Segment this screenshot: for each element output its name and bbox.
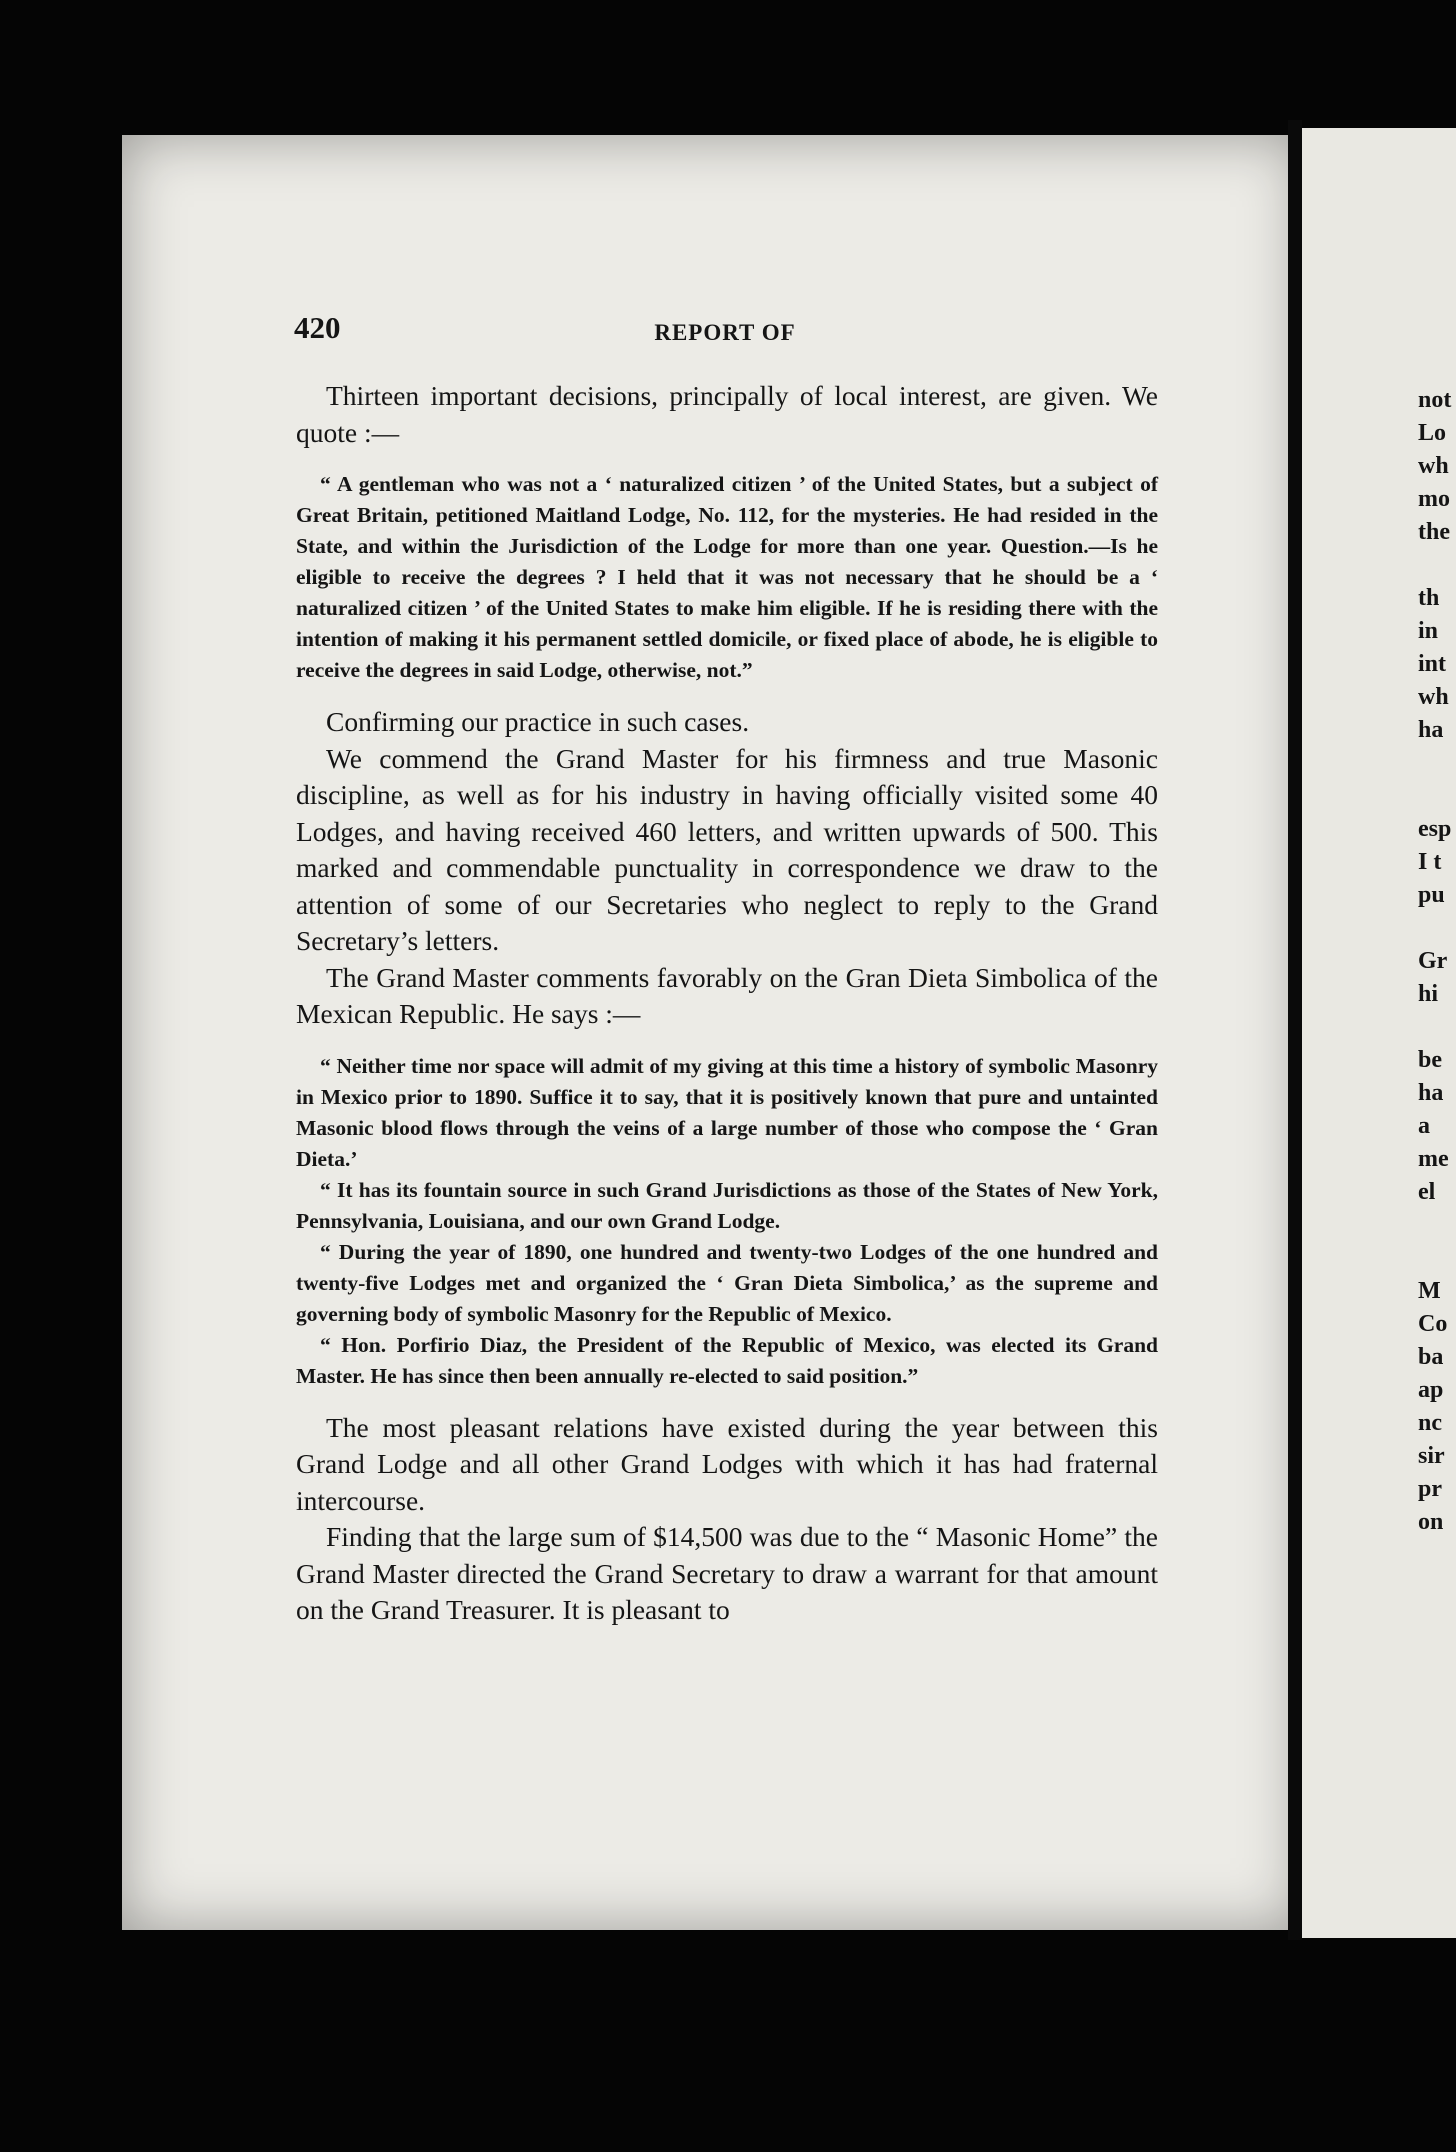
facing-page-fragment xyxy=(1418,747,1456,780)
facing-page-fragment: nc xyxy=(1418,1410,1442,1436)
facing-page-fragment xyxy=(1418,1242,1456,1275)
facing-page-fragment: el xyxy=(1418,1179,1436,1205)
facing-page-fragment: M xyxy=(1418,1278,1441,1304)
body-paragraph: We commend the Grand Master for his firmness and true Masonic discipline, as well as for his industry in having officially visited some 40 Lodges, and having received 460 letters, and written upwards of 500. This marked and commendable punctuality in correspondence we draw to the attention of some of our Secretaries who neglect to reply to the Grand Secretary’s letters. xyxy=(296,742,1158,956)
facing-page-fragment: pr xyxy=(1418,1476,1442,1502)
facing-page-fragment xyxy=(1418,549,1456,582)
facing-page-fragment: ap xyxy=(1418,1377,1444,1403)
facing-page-fragment xyxy=(1418,912,1456,945)
facing-page-text xyxy=(1418,384,1456,1539)
facing-page-fragment: hi xyxy=(1418,981,1439,1007)
facing-page-fragment xyxy=(1418,1209,1456,1242)
facing-page-fragment: the xyxy=(1418,519,1450,545)
body-paragraph: The most pleasant relations have existed during the year between this Grand Lodge and all other Grand Lodges with which it has had fraternal intercourse. xyxy=(296,1411,1158,1516)
facing-page-fragment xyxy=(1418,780,1456,813)
facing-page-fragment: esp xyxy=(1418,816,1452,842)
facing-page-fragment: int xyxy=(1418,651,1447,677)
facing-page-fragment: Co xyxy=(1418,1311,1448,1337)
facing-page-fragment: Gr xyxy=(1418,948,1448,974)
facing-page-fragment: ba xyxy=(1418,1344,1444,1370)
page-body xyxy=(296,378,1158,1629)
body-paragraph: Finding that the large sum of $14,500 was due to the “ Masonic Home” the Grand Master directed the Grand Secretary to draw a warrant for that amount on the Grand Treasurer. It is pleasant to xyxy=(296,1521,1158,1625)
running-head: REPORT OF xyxy=(654,320,796,345)
facing-page-fragment: on xyxy=(1418,1509,1444,1535)
facing-page-fragment: be xyxy=(1418,1047,1442,1073)
facing-page-fragment: mo xyxy=(1418,486,1450,512)
facing-page-fragment: ha xyxy=(1418,717,1444,743)
quoted-paragraph: “ Hon. Porfirio Diaz, the President of the Republic of Mexico, was elected its Grand Master. He has since then been annually re-elected to said position.” xyxy=(296,1332,1158,1388)
body-paragraph: Thirteen important decisions, principally of local interest, are given. We quote :— xyxy=(296,380,1158,448)
facing-page-fragment: not xyxy=(1418,387,1452,413)
quoted-paragraph: “ Neither time nor space will admit of my giving at this time a history of symbolic Masonry in Mexico prior to 1890. Suffice it to say, that it is positively known that pure and untainted Masonic blood flows through the veins of a large number of those who compose the ‘ Gran Dieta.’ xyxy=(296,1053,1158,1171)
facing-page-fragment: me xyxy=(1418,1146,1449,1172)
facing-page-fragment xyxy=(1418,1011,1456,1044)
facing-page-fragment: Lo xyxy=(1418,420,1447,446)
facing-page-fragment: th xyxy=(1418,585,1440,611)
facing-page-fragment: pu xyxy=(1418,882,1445,908)
body-paragraph: The Grand Master comments favorably on the Gran Dieta Simbolica of the Mexican Republic. He says :— xyxy=(296,961,1158,1029)
facing-page-fragment: ha xyxy=(1418,1080,1444,1106)
page-gutter xyxy=(1288,120,1302,1940)
quoted-paragraph: “ It has its fountain source in such Grand Jurisdictions as those of the States of New York, Pennsylvania, Louisiana, and our own Grand Lodge. xyxy=(296,1177,1158,1233)
quoted-paragraph: “ A gentleman who was not a ‘ naturalized citizen ’ of the United States, but a subject of Great Britain, petitioned Maitland Lodge, No. 112, for the mysteries. He had resided in the State, and within the Jurisdiction of the Lodge for more than one year. Question.—Is he eligible to receive the degrees ? I held that it was not necessary that he should be a ‘ naturalized citizen ’ of the United States to make him eligible. If he is residing there with the intention of making it his permanent settled domicile, or fixed place of abode, he is eligible to receive the degrees in said Lodge, otherwise, not.” xyxy=(296,472,1158,682)
facing-page-fragment: a xyxy=(1418,1113,1430,1139)
body-paragraph: Confirming our practice in such cases. xyxy=(326,706,750,737)
facing-page-fragment: sir xyxy=(1418,1443,1445,1469)
facing-page-fragment: in xyxy=(1418,618,1439,644)
quoted-paragraph: “ During the year of 1890, one hundred and twenty-two Lodges of the one hundred and twenty-five Lodges met and organized the ‘ Gran Dieta Simbolica,’ as the supreme and governing body of symbolic Masonry for the Republic of Mexico. xyxy=(296,1239,1158,1326)
facing-page-fragment: wh xyxy=(1418,453,1449,479)
facing-page-fragment: wh xyxy=(1418,684,1449,710)
page-number: 420 xyxy=(294,310,341,345)
facing-page-fragment: I t xyxy=(1418,849,1442,875)
